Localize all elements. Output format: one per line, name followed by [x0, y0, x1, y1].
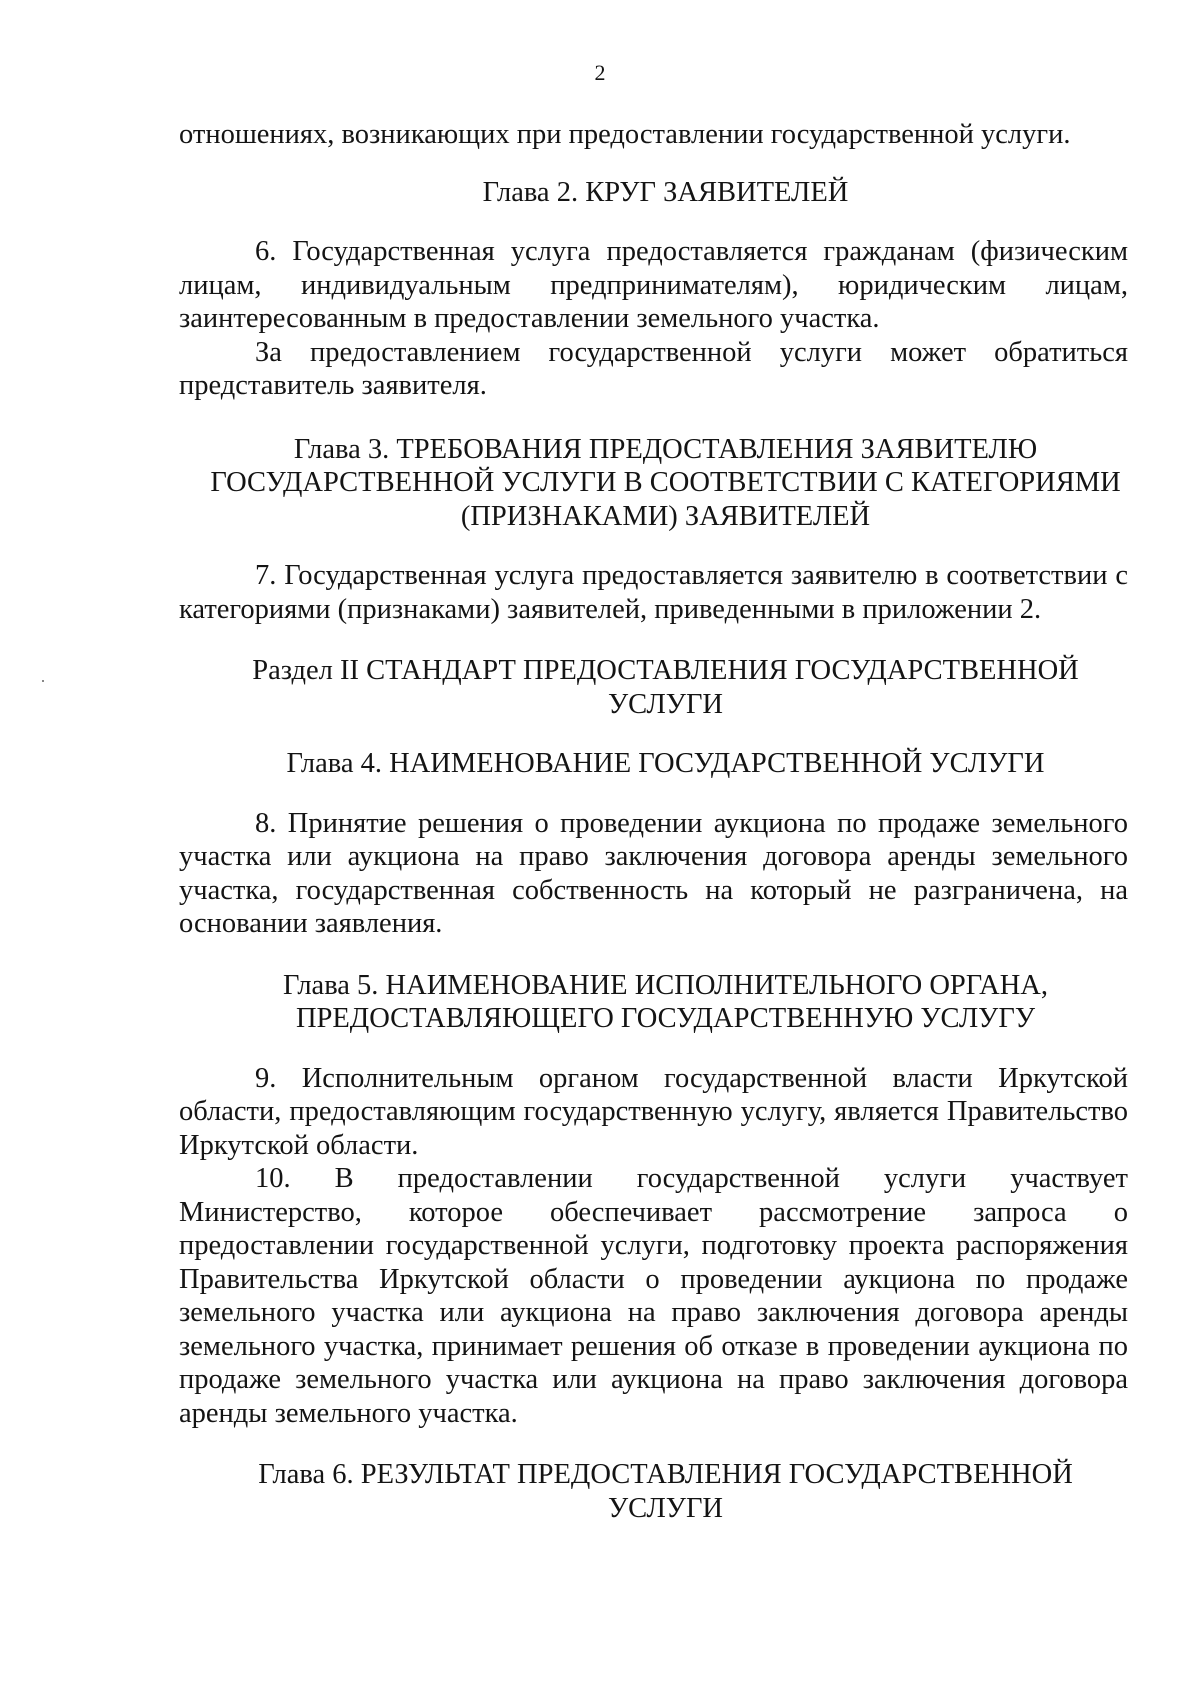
document-body: [179, 118, 1128, 1525]
continuation-paragraph: отношениях, возникающих при предоставлении государственной услуги.: [179, 119, 1071, 150]
chapter-5-heading-line-1: Глава 5. НАИМЕНОВАНИЕ ИСПОЛНИТЕЛЬНОГО ОРГАНА,: [283, 969, 1048, 1001]
chapter-6-heading-line-2: УСЛУГИ: [607, 1492, 724, 1524]
chapter-3-heading-line-1: Глава 3. ТРЕБОВАНИЯ ПРЕДОСТАВЛЕНИЯ ЗАЯВИТЕЛЮ: [293, 433, 1038, 465]
chapter-3-heading-line-3: (ПРИЗНАКАМИ) ЗАЯВИТЕЛЕЙ: [460, 500, 871, 532]
paragraph-10: 10. В предоставлении государственной услуги участвует Министерство, которое обеспечивает рассмотрение запроса о предоставлении государственной услуги, подготовку проекта распоряжения Правительства Иркутской области о проведении аукциона по продаже земельного участка или аукциона на право заключения договора аренды земельного участка, принимает решения об отказе в проведении аукциона по продаже земельного участка или аукциона на право заключения договора аренды земельного участка.: [179, 1163, 1128, 1429]
chapter-6-heading-line-1: Глава 6. РЕЗУЛЬТАТ ПРЕДОСТАВЛЕНИЯ ГОСУДАРСТВЕННОЙ: [258, 1459, 1073, 1490]
chapter-3-heading: [179, 433, 1128, 534]
chapter-5-heading-line-2: ПРЕДОСТАВЛЯЮЩЕГО ГОСУДАРСТВЕННУЮ УСЛУГУ: [295, 1003, 1036, 1034]
chapter-4-heading: Глава 4. НАИМЕНОВАНИЕ ГОСУДАРСТВЕННОЙ УСЛУГИ: [286, 748, 1045, 779]
paragraph-7: 7. Государственная услуга предоставляется заявителю в соответствии с категориями (признаками) заявителей, приведенными в приложении 2.: [179, 560, 1128, 625]
paragraph-6-representative: За предоставлением государственной услуги может обратиться представитель заявителя.: [179, 336, 1128, 401]
page-number: 2: [594, 60, 606, 85]
section-2-heading: [179, 654, 1128, 721]
chapter-6-heading: [179, 1458, 1128, 1525]
scan-speck: [42, 680, 44, 682]
section-2-heading-line-2: УСЛУГИ: [607, 688, 724, 720]
chapter-2-heading: Глава 2. КРУГ ЗАЯВИТЕЛЕЙ: [482, 176, 849, 208]
paragraph-8: 8. Принятие решения о проведении аукциона по продаже земельного участка или аукциона на право заключения договора аренды земельного участка, государственная собственность на который не разграничена, на основании заявления.: [179, 807, 1128, 939]
paragraph-6: 6. Государственная услуга предоставляется гражданам (физическим лицам, индивидуальным предпринимателям), юридическим лицам, заинтересованным в предоставлении земельного участка.: [179, 236, 1128, 334]
paragraph-9: 9. Исполнительным органом государственной власти Иркутской области, предоставляющим государственную услугу, является Правительство Иркутской области.: [179, 1062, 1128, 1161]
chapter-3-heading-line-2: ГОСУДАРСТВЕННОЙ УСЛУГИ В СООТВЕТСТВИИ С КАТЕГОРИЯМИ: [210, 467, 1121, 498]
section-2-heading-line-1: Раздел II СТАНДАРТ ПРЕДОСТАВЛЕНИЯ ГОСУДАРСТВЕННОЙ: [252, 655, 1079, 686]
chapter-5-heading: [179, 969, 1128, 1036]
